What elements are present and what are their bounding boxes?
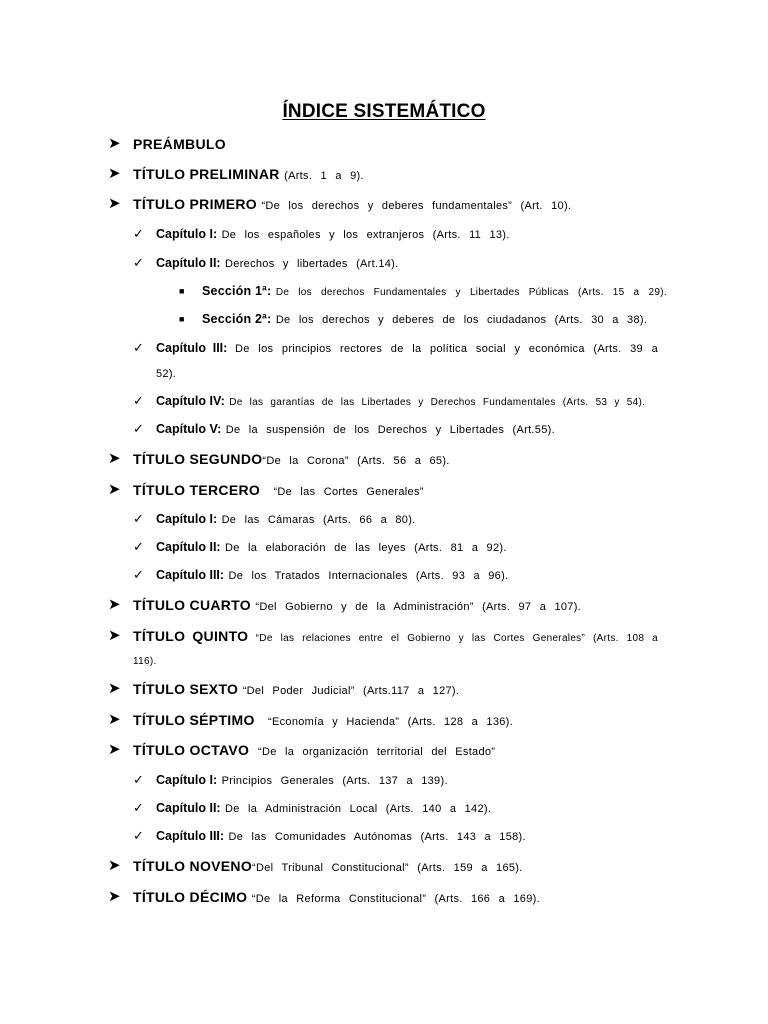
arrow-bullet-icon: ➤ bbox=[108, 857, 121, 874]
index-entry-titulo-cuarto bbox=[0, 596, 768, 620]
index-entry-preambulo bbox=[0, 135, 768, 159]
entry-heading: Capítulo I: bbox=[156, 227, 218, 241]
checkmark-icon: ✓ bbox=[133, 340, 144, 355]
index-entry-titulo-primero bbox=[0, 195, 768, 219]
entry-heading: TÍTULO QUINTO bbox=[133, 628, 249, 644]
index-entry-titulo-decimo bbox=[0, 888, 768, 912]
entry-description: “De los derechos y deberes fundamentales” (Art. 10). bbox=[261, 200, 572, 212]
entry-heading: TÍTULO DÉCIMO bbox=[133, 889, 248, 905]
index-entry-seccion bbox=[0, 310, 768, 334]
entry-description: De las Cámaras (Arts. 66 a 80). bbox=[221, 514, 416, 526]
checkmark-icon: ✓ bbox=[133, 255, 144, 270]
entry-continuation: 116). bbox=[133, 656, 157, 667]
entry-heading: Capítulo II: bbox=[156, 256, 221, 270]
entry-description: De los derechos Fundamentales y Libertades Públicas (Arts. 15 a 29). bbox=[275, 287, 667, 298]
entry-heading: Capítulo III: bbox=[156, 341, 228, 355]
entry-heading: Capítulo IV: bbox=[156, 394, 225, 408]
entry-heading: Capítulo V: bbox=[156, 422, 222, 436]
index-entry-capitulo bbox=[0, 225, 768, 249]
index-entry-capitulo bbox=[0, 392, 768, 416]
entry-heading: TÍTULO SEXTO bbox=[133, 681, 239, 697]
entry-description: “De las relaciones entre el Gobierno y las Cortes Generales” (Arts. 108 a bbox=[255, 633, 658, 644]
index-entry-capitulo bbox=[0, 799, 768, 823]
entry-description: “De la organización territorial del Estado” bbox=[258, 746, 496, 758]
index-entry-titulo-segundo bbox=[0, 450, 768, 474]
arrow-bullet-icon: ➤ bbox=[108, 741, 121, 758]
index-entry-capitulo bbox=[0, 771, 768, 795]
entry-heading: TÍTULO NOVENO bbox=[133, 858, 253, 874]
entry-heading: TÍTULO TERCERO bbox=[133, 482, 261, 498]
checkmark-icon: ✓ bbox=[133, 567, 144, 582]
entry-description: De los derechos y deberes de los ciudadanos (Arts. 30 a 38). bbox=[275, 314, 648, 326]
entry-description: “Del Gobierno y de la Administración” (Arts. 97 a 107). bbox=[255, 601, 582, 613]
entry-description: Principios Generales (Arts. 137 a 139). bbox=[221, 775, 448, 787]
arrow-bullet-icon: ➤ bbox=[108, 596, 121, 613]
entry-description: “De las Cortes Generales” bbox=[273, 486, 424, 498]
entry-description: “De la Reforma Constitucional” (Arts. 166 a 169). bbox=[251, 893, 540, 905]
arrow-bullet-icon: ➤ bbox=[108, 165, 121, 182]
checkmark-icon: ✓ bbox=[133, 226, 144, 241]
arrow-bullet-icon: ➤ bbox=[108, 195, 121, 212]
index-entry-seccion bbox=[0, 282, 768, 306]
arrow-bullet-icon: ➤ bbox=[108, 680, 121, 697]
entry-heading: Sección 2ª: bbox=[202, 312, 272, 326]
index-entry-capitulo bbox=[0, 339, 768, 389]
entry-description: De las garantías de las Libertades y Derechos Fundamentales (Arts. 53 y 54). bbox=[229, 397, 646, 408]
entry-heading: TÍTULO SÉPTIMO bbox=[133, 712, 255, 728]
entry-heading: TÍTULO SEGUNDO bbox=[133, 451, 263, 467]
entry-description: “Del Tribunal Constitucional” (Arts. 159 a 165). bbox=[252, 862, 523, 874]
entry-heading: Capítulo II: bbox=[156, 801, 221, 815]
index-entry-capitulo bbox=[0, 420, 768, 444]
entry-heading: Capítulo I: bbox=[156, 512, 218, 526]
entry-description: De la elaboración de las leyes (Arts. 81 a 92). bbox=[225, 542, 507, 554]
arrow-bullet-icon: ➤ bbox=[108, 711, 121, 728]
arrow-bullet-icon: ➤ bbox=[108, 450, 121, 467]
checkmark-icon: ✓ bbox=[133, 539, 144, 554]
index-entry-capitulo bbox=[0, 827, 768, 851]
entry-heading: Capítulo II: bbox=[156, 540, 221, 554]
arrow-bullet-icon: ➤ bbox=[108, 481, 121, 498]
checkmark-icon: ✓ bbox=[133, 772, 144, 787]
entry-continuation: 52). bbox=[156, 368, 177, 380]
arrow-bullet-icon: ➤ bbox=[108, 627, 121, 644]
checkmark-icon: ✓ bbox=[133, 511, 144, 526]
arrow-bullet-icon: ➤ bbox=[108, 135, 121, 152]
index-entry-titulo-noveno bbox=[0, 857, 768, 881]
square-bullet-icon: ■ bbox=[179, 286, 185, 296]
entry-heading: TÍTULO PRELIMINAR bbox=[133, 166, 280, 182]
checkmark-icon: ✓ bbox=[133, 393, 144, 408]
entry-heading: Capítulo III: bbox=[156, 568, 225, 582]
entry-description: De los españoles y los extranjeros (Arts. 11 13). bbox=[221, 229, 510, 241]
index-entry-titulo-octavo bbox=[0, 741, 768, 765]
index-entry-capitulo bbox=[0, 510, 768, 534]
entry-description: “Economía y Hacienda” (Arts. 128 a 136). bbox=[268, 716, 513, 728]
entry-heading: Capítulo III: bbox=[156, 829, 225, 843]
entry-description: De la Administración Local (Arts. 140 a 142). bbox=[225, 803, 492, 815]
entry-description: (Arts. 1 a 9). bbox=[284, 170, 364, 182]
entry-heading: TÍTULO CUARTO bbox=[133, 597, 251, 613]
checkmark-icon: ✓ bbox=[133, 421, 144, 436]
entry-heading: Sección 1ª: bbox=[202, 284, 272, 298]
checkmark-icon: ✓ bbox=[133, 800, 144, 815]
entry-description: De los Tratados Internacionales (Arts. 93 a 96). bbox=[228, 570, 509, 582]
index-entry-titulo-preliminar bbox=[0, 165, 768, 189]
page-title: ÍNDICE SISTEMÁTICO bbox=[282, 101, 486, 122]
entry-heading: PREÁMBULO bbox=[133, 136, 226, 152]
entry-heading: Capítulo I: bbox=[156, 773, 218, 787]
index-entry-titulo-sexto bbox=[0, 680, 768, 704]
entry-description: De la suspensión de los Derechos y Libertades (Art.55). bbox=[225, 424, 555, 436]
entry-description: Derechos y libertades (Art.14). bbox=[225, 258, 399, 270]
index-entry-capitulo bbox=[0, 566, 768, 590]
entry-description: De los principios rectores de la política social y económica (Arts. 39 a bbox=[235, 343, 658, 355]
entry-heading: TÍTULO PRIMERO bbox=[133, 196, 257, 212]
entry-description: De las Comunidades Autónomas (Arts. 143 a 158). bbox=[228, 831, 526, 843]
index-entry-titulo-tercero bbox=[0, 481, 768, 505]
entry-description: “Del Poder Judicial” (Arts.117 a 127). bbox=[242, 685, 460, 697]
index-entry-titulo-septimo bbox=[0, 711, 768, 735]
index-entry-titulo-quinto bbox=[0, 627, 768, 677]
arrow-bullet-icon: ➤ bbox=[108, 888, 121, 905]
index-entry-capitulo bbox=[0, 254, 768, 278]
square-bullet-icon: ■ bbox=[179, 314, 185, 324]
entry-description: “De la Corona” (Arts. 56 a 65). bbox=[262, 455, 450, 467]
entry-heading: TÍTULO OCTAVO bbox=[133, 742, 250, 758]
checkmark-icon: ✓ bbox=[133, 828, 144, 843]
index-entry-capitulo bbox=[0, 538, 768, 562]
